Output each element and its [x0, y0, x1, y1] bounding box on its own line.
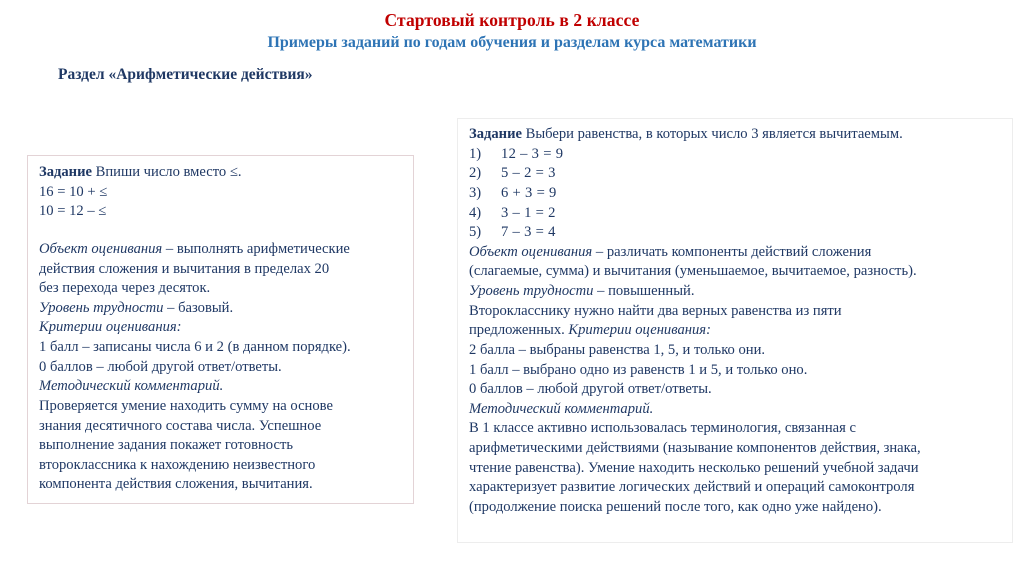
left-object-label: Объект оценивания	[39, 240, 163, 257]
left-object-text: – выполнять арифметические	[162, 240, 350, 257]
task-card-left	[27, 155, 414, 504]
section-heading: Раздел «Арифметические действия»	[58, 66, 313, 83]
right-level-line	[469, 282, 1002, 302]
list-item	[469, 164, 1002, 184]
left-comment-heading	[39, 377, 403, 397]
left-comment-label: Методический комментарий.	[39, 378, 224, 395]
right-criteria-1: 1 балл – выбрано одно из равенств 1 и 5, и только оно.	[469, 361, 808, 378]
left-comment-line5: компонента действия сложения, вычитания.	[39, 476, 313, 493]
right-object-text: – различать компоненты действий сложения	[592, 243, 872, 260]
left-equation-1: 16 = 10 + ≤	[39, 183, 108, 200]
answer-options-list	[469, 145, 1002, 243]
option-equation: 3 – 1 = 2	[501, 204, 556, 221]
left-comment-line1: Проверяется умение находить сумму на основе	[39, 397, 333, 414]
left-criteria-label: Критерии оценивания:	[39, 319, 182, 336]
page-subtitle: Примеры заданий по годам обучения и разделам курса математики	[267, 34, 757, 51]
right-object-label: Объект оценивания	[469, 243, 593, 260]
right-comment-line4: характеризует развитие логических действий и операций самоконтроля	[469, 479, 915, 496]
left-task-line	[39, 163, 403, 183]
option-number: 5)	[469, 224, 482, 241]
right-task-desc-line1: Второкласснику нужно найти два верных равенства из пяти	[469, 302, 842, 319]
left-equation-2: 10 = 12 – ≤	[39, 203, 107, 220]
left-task-text: Впиши число вместо ≤.	[91, 164, 242, 180]
list-item	[469, 204, 1002, 224]
right-comment-heading	[469, 400, 1002, 420]
left-criteria-0: 0 баллов – любой другой ответ/ответы.	[39, 358, 282, 375]
right-task-text: Выбери равенства, в которых число 3 является вычитаемым.	[521, 126, 903, 142]
right-object-line2: (слагаемые, сумма) и вычитания (уменьшаемое, вычитаемое, разность).	[469, 263, 917, 280]
option-number: 3)	[469, 184, 482, 201]
left-task-label: Задание	[39, 164, 92, 180]
left-criteria-1: 1 балл – записаны числа 6 и 2 (в данном порядке).	[39, 339, 351, 355]
option-equation: 7 – 3 = 4	[501, 224, 556, 241]
right-task-label: Задание	[469, 126, 522, 142]
list-item	[469, 223, 1002, 243]
left-object-line3: без перехода через десяток.	[39, 280, 211, 297]
list-item	[469, 145, 1002, 165]
option-number: 1)	[469, 145, 482, 162]
option-equation: 6 + 3 = 9	[501, 184, 557, 201]
left-comment-line2: знания десятичного состава числа. Успешное	[39, 417, 322, 434]
right-level-text: – повышенный.	[593, 283, 695, 299]
list-item	[469, 184, 1002, 204]
left-level-text: – базовый.	[163, 299, 234, 316]
right-task-desc-plain: предложенных.	[469, 322, 569, 339]
left-spacer	[39, 222, 403, 240]
right-comment-line5: (продолжение поиска решений после того, как одно уже найдено).	[469, 498, 882, 515]
right-comment-line1: В 1 классе активно использовалась терминология, связанная с	[469, 420, 856, 437]
right-criteria-label: Критерии оценивания:	[568, 322, 711, 339]
left-level-label: Уровень трудности	[39, 299, 164, 316]
left-level-line	[39, 299, 403, 319]
right-criteria-2: 2 балла – выбраны равенства 1, 5, и только они.	[469, 341, 766, 358]
right-criteria-0: 0 баллов – любой другой ответ/ответы.	[469, 381, 712, 398]
left-comment-line4: второклассника к нахождению неизвестного	[39, 456, 316, 473]
right-level-label: Уровень трудности	[469, 283, 594, 299]
right-task-line	[469, 125, 1002, 145]
right-comment-line3: чтение равенства). Умение находить несколько решений учебной задачи	[469, 459, 919, 476]
option-number: 4)	[469, 204, 482, 221]
left-comment-line3: выполнение задания покажет готовность	[39, 437, 293, 454]
right-object-line	[469, 243, 1002, 263]
right-task-desc-line2	[469, 321, 1002, 341]
left-criteria-heading	[39, 318, 403, 338]
page-title: Стартовый контроль в 2 классе	[384, 10, 640, 30]
right-comment-label: Методический комментарий.	[469, 400, 654, 417]
left-object-line	[39, 240, 403, 260]
option-equation: 12 – 3 = 9	[501, 145, 564, 162]
right-comment-line2: арифметическими действиями (называние компонентов действия, знака,	[469, 440, 921, 456]
task-card-right	[457, 118, 1013, 543]
option-equation: 5 – 2 = 3	[501, 165, 556, 182]
option-number: 2)	[469, 165, 482, 182]
left-object-line2: действия сложения и вычитания в пределах 20	[39, 260, 330, 277]
